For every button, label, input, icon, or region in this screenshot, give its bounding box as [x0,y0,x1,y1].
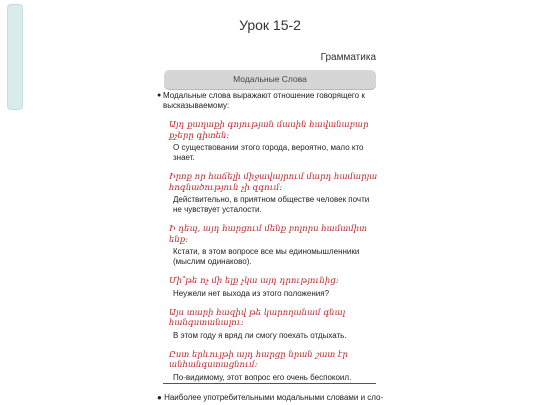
section-title: Грамматика [320,52,376,63]
russian-translation: Неужели нет выхода из этого положения? [173,288,330,298]
armenian-sentence: Ի դեպ, այդ հարցում մենք բոլորս համամիտ ենք: [169,224,368,245]
example-item [157,308,379,341]
intro-paragraph [157,91,379,111]
intro-text: Модальные слова выражают отношение говорящего к высказываемому: [163,91,365,110]
grammar-content [157,91,379,383]
example-item [157,276,379,299]
russian-translation: Кстати, в этом вопросе все мы единомышленники (мыслим одинаково). [173,247,360,266]
armenian-sentence: Ըստ երևույթի այդ հարցը նրան շատ էր անհանգստացնում: [169,349,348,370]
russian-translation: О существовании этого города, вероятно, мало кто знает. [173,143,364,162]
russian-translation: Действительно, в приятном обществе человек почти не чувствует усталости. [173,195,370,214]
bullet-icon: ● [157,393,162,402]
example-item [157,224,379,267]
next-paragraph-text: Наиболее употребительными модальными словами и сло- [164,393,384,402]
example-item [157,120,379,163]
topic-title-bar: Модальные Слова [164,70,376,89]
armenian-sentence: Այդ քաղաքի գոյության մասին հավանաբար քչերը գիտեն: [169,120,369,141]
example-item [157,350,379,383]
armenian-sentence: Իրոք որ հաճելի միջավայրում մարդ համարյա հոգնածություն չի զգում: [169,172,378,193]
bullet-icon: ● [157,92,162,99]
example-item [157,172,379,215]
next-paragraph [157,393,387,403]
russian-translation: В этом году я вряд ли смогу поехать отдыхать. [173,330,347,340]
section-divider [163,383,376,384]
russian-translation: По-видимому, этот вопрос его очень беспокоил. [173,372,352,382]
lesson-title: Урок 15-2 [239,17,301,33]
armenian-sentence: Մի՞թե ոչ մի ելք չկա այդ դրությունից: [169,276,339,286]
armenian-sentence: Այս տարի հազիվ թե կարողանամ գնալ հանգստանալու: [169,307,346,328]
